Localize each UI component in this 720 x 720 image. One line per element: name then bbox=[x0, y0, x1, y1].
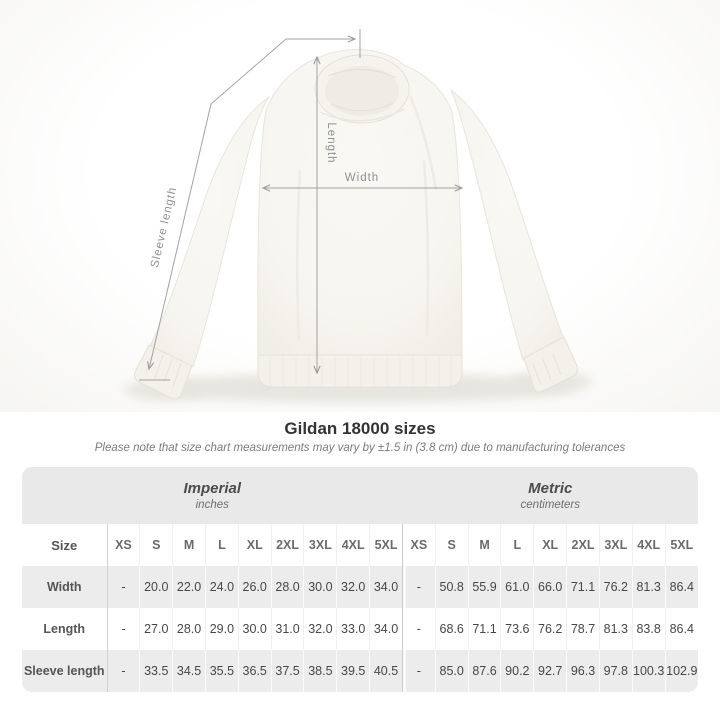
size-column-header-imperial-s: S bbox=[140, 524, 173, 566]
measurement-row-label: Width bbox=[46, 580, 82, 594]
measurement-value-cell: 81.3 bbox=[599, 608, 632, 650]
measurement-value-cell: 38.5 bbox=[304, 650, 337, 692]
measurement-value-cell: 32.0 bbox=[304, 608, 337, 650]
measurement-row-label: Sleeve length bbox=[23, 664, 105, 678]
size-column-header-metric-xl: XL bbox=[534, 524, 567, 566]
measurement-value-cell: 26.0 bbox=[238, 566, 271, 608]
size-column-header-imperial-4xl: 4XL bbox=[337, 524, 370, 566]
metric-group-header bbox=[403, 467, 699, 524]
measurement-value-cell: 31.0 bbox=[271, 608, 304, 650]
size-column-header-imperial-xs: XS bbox=[107, 524, 140, 566]
measurement-value-cell: 61.0 bbox=[501, 566, 534, 608]
measurements-table bbox=[22, 524, 698, 692]
measurement-rows bbox=[22, 566, 698, 692]
size-column-header-metric-4xl: 4XL bbox=[632, 524, 665, 566]
size-column-header-imperial-3xl: 3XL bbox=[304, 524, 337, 566]
size-column-header-metric-xs: XS bbox=[402, 524, 435, 566]
measurement-row-sleeve-length bbox=[22, 650, 698, 692]
measurement-value-cell: 29.0 bbox=[205, 608, 238, 650]
measurement-value-cell: 33.0 bbox=[337, 608, 370, 650]
metric-label: Metric bbox=[528, 480, 573, 497]
size-column-header-imperial-l: L bbox=[205, 524, 238, 566]
size-column-header-metric-l: L bbox=[501, 524, 534, 566]
measurement-value-cell: 81.3 bbox=[632, 566, 665, 608]
size-header-cell: Size bbox=[51, 537, 78, 553]
size-header-row bbox=[22, 524, 698, 566]
imperial-unit: inches bbox=[195, 499, 229, 511]
size-column-header-metric-s: S bbox=[435, 524, 468, 566]
width-label: Width bbox=[344, 172, 380, 184]
size-column-header-metric-3xl: 3XL bbox=[599, 524, 632, 566]
length-label: Length bbox=[325, 122, 337, 164]
measurement-value-cell: 35.5 bbox=[205, 650, 238, 692]
measurement-value-cell: 78.7 bbox=[567, 608, 600, 650]
measurement-value-cell: 76.2 bbox=[534, 608, 567, 650]
measurement-value-cell: 34.0 bbox=[370, 608, 403, 650]
measurement-value-cell: 22.0 bbox=[173, 566, 206, 608]
measurement-value-cell: 28.0 bbox=[271, 566, 304, 608]
measurement-value-cell: - bbox=[107, 608, 140, 650]
measurement-row-width bbox=[22, 566, 698, 608]
measurement-value-cell: 71.1 bbox=[468, 608, 501, 650]
metric-unit: centimeters bbox=[520, 499, 580, 511]
measurement-value-cell: 39.5 bbox=[337, 650, 370, 692]
measurement-value-cell: - bbox=[402, 650, 435, 692]
size-column-header-metric-m: M bbox=[468, 524, 501, 566]
measurement-value-cell: 32.0 bbox=[337, 566, 370, 608]
measurement-value-cell: - bbox=[107, 650, 140, 692]
measurement-value-cell: 34.5 bbox=[173, 650, 206, 692]
size-column-header-metric-5xl: 5XL bbox=[665, 524, 698, 566]
measurement-value-cell: 50.8 bbox=[435, 566, 468, 608]
measurement-value-cell: 40.5 bbox=[370, 650, 403, 692]
measurement-value-cell: 20.0 bbox=[140, 566, 173, 608]
size-table bbox=[22, 467, 698, 692]
measurement-value-cell: 92.7 bbox=[534, 650, 567, 692]
measurement-value-cell: 68.6 bbox=[435, 608, 468, 650]
measurement-value-cell: 28.0 bbox=[173, 608, 206, 650]
measurement-value-cell: 73.6 bbox=[501, 608, 534, 650]
measurement-row-label: Length bbox=[43, 622, 86, 636]
measurement-value-cell: 37.5 bbox=[271, 650, 304, 692]
sweatshirt-illustration bbox=[135, 50, 578, 399]
measurement-value-cell: 33.5 bbox=[140, 650, 173, 692]
measurement-value-cell: - bbox=[402, 608, 435, 650]
measurement-value-cell: 86.4 bbox=[665, 608, 698, 650]
size-column-header-imperial-xl: XL bbox=[238, 524, 271, 566]
measurement-value-cell: - bbox=[107, 566, 140, 608]
measurement-value-cell: 27.0 bbox=[140, 608, 173, 650]
hem-band bbox=[258, 355, 462, 387]
measurement-value-cell: 96.3 bbox=[567, 650, 600, 692]
size-column-header-metric-2xl: 2XL bbox=[567, 524, 600, 566]
measurement-value-cell: 90.2 bbox=[501, 650, 534, 692]
measurement-value-cell: 97.8 bbox=[599, 650, 632, 692]
size-column-header-imperial-5xl: 5XL bbox=[370, 524, 403, 566]
size-column-header-imperial-m: M bbox=[173, 524, 206, 566]
tolerance-note: Please note that size chart measurements may vary by ±1.5 in (3.8 cm) due to manufacturing tolerances bbox=[94, 442, 626, 454]
measurement-value-cell: 85.0 bbox=[435, 650, 468, 692]
measurement-value-cell: 102.9 bbox=[665, 650, 698, 692]
measurement-value-cell: 24.0 bbox=[205, 566, 238, 608]
right-sleeve bbox=[451, 90, 565, 360]
measurement-value-cell: 83.8 bbox=[632, 608, 665, 650]
measurement-value-cell: 66.0 bbox=[534, 566, 567, 608]
unit-group-header bbox=[22, 467, 698, 524]
measurement-value-cell: 34.0 bbox=[370, 566, 403, 608]
measurement-value-cell: 87.6 bbox=[468, 650, 501, 692]
page-title: Gildan 18000 sizes bbox=[284, 419, 436, 438]
measurement-value-cell: 76.2 bbox=[599, 566, 632, 608]
measurement-value-cell: 86.4 bbox=[665, 566, 698, 608]
measurement-value-cell: 36.5 bbox=[238, 650, 271, 692]
imperial-group-header bbox=[22, 467, 403, 524]
sleeve-length-label: Sleeve length bbox=[148, 185, 180, 269]
measurement-value-cell: 100.3 bbox=[632, 650, 665, 692]
measurement-value-cell: 30.0 bbox=[304, 566, 337, 608]
size-column-header-imperial-2xl: 2XL bbox=[271, 524, 304, 566]
measurement-row-length bbox=[22, 608, 698, 650]
measurement-value-cell: - bbox=[402, 566, 435, 608]
measurement-value-cell: 71.1 bbox=[567, 566, 600, 608]
measurement-value-cell: 55.9 bbox=[468, 566, 501, 608]
measurement-value-cell: 30.0 bbox=[238, 608, 271, 650]
imperial-label: Imperial bbox=[183, 480, 242, 497]
